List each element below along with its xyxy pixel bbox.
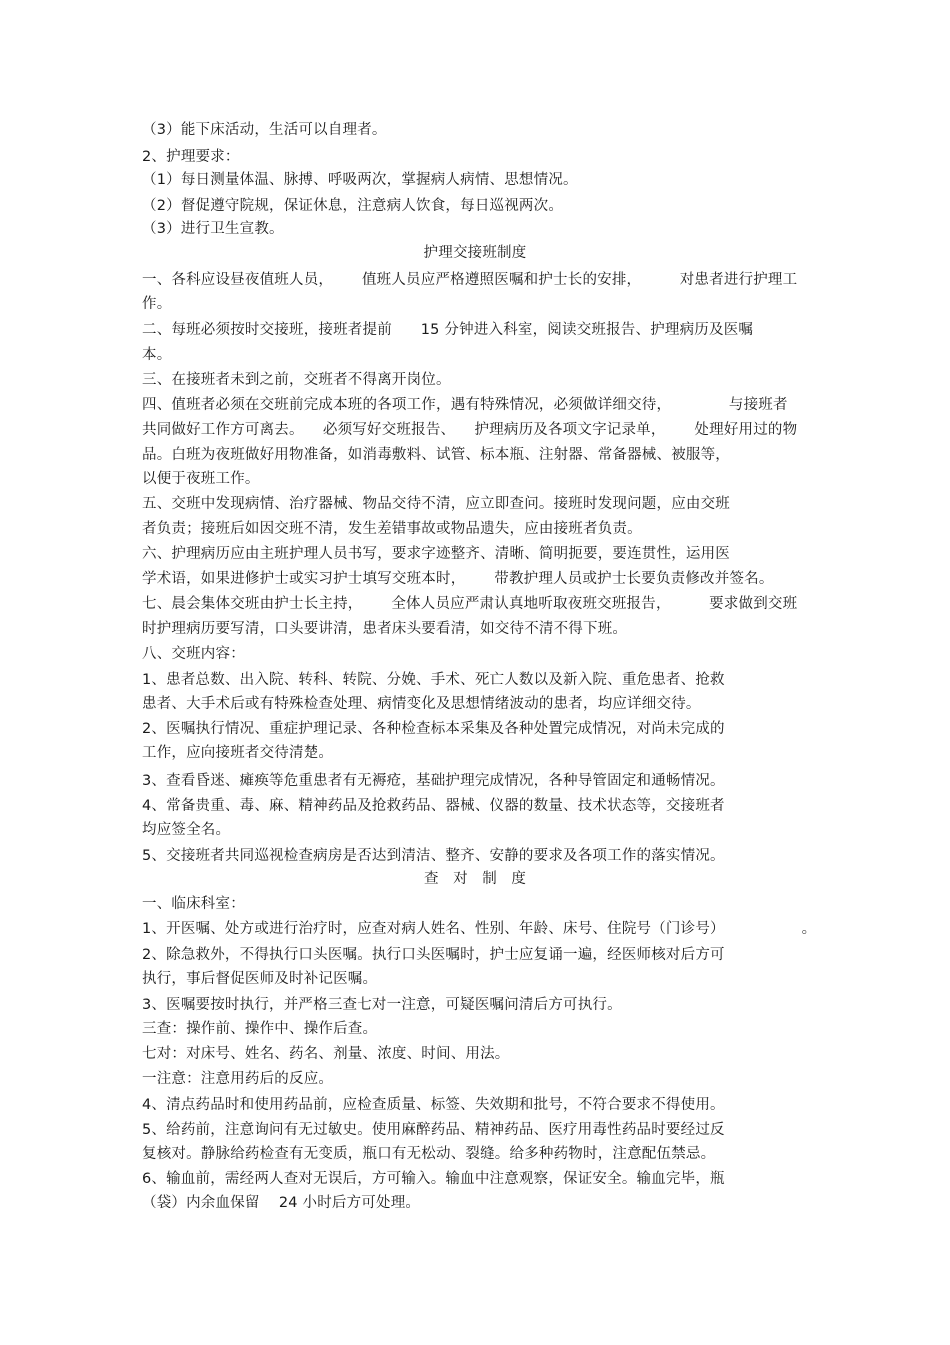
text-line: 六、护理病历应由主班护理人员书写，要求字迹整齐、清晰、简明扼要，要连贯性，运用医 [142,546,730,562]
text-line: 3、查看昏迷、瘫痪等危重患者有无褥疮，基础护理完成情况，各种导管固定和通畅情况。 [142,773,725,789]
text-line: 患者、大手术后或有特殊检查处理、病情变化及思想情绪波动的患者，均应详细交待。 [142,696,701,712]
text-line: 3、医嘱要按时执行，并严格三查七对一注意，可疑医嘱问清后方可执行。 [142,997,622,1013]
text-line: （3）进行卫生宣教。 [142,221,284,237]
text-line: 四、值班者必须在交班前完成本班的各项工作，遇有特殊情况，必须做详细交待， 与接班者 [142,397,788,413]
text-line: 二、每班必须按时交接班，接班者提前 15 分钟进入科室，阅读交班报告、护理病历及医嘱 [142,322,754,338]
text-line: 八、交班内容： [142,646,245,662]
text-line: 5、给药前，注意询问有无过敏史。使用麻醉药品、精神药品、医疗用毒性药品时要经过反 [142,1122,725,1138]
text-line: 学术语，如果进修护士或实习护士填写交班本时， 带教护理人员或护士长要负责修改并签名。 [142,571,774,587]
text-line: 2、除急救外，不得执行口头医嘱。执行口头医嘱时，护士应复诵一遍，经医师核对后方可 [142,947,725,963]
section-heading: 护理交接班制度 [423,245,527,261]
text-line: 6、输血前，需经两人查对无误后，方可输入。输血中注意观察，保证安全。输血完毕，瓶 [142,1171,725,1187]
text-line: （袋）内余血保留 24 小时后方可处理。 [142,1195,421,1211]
text-line: 一、各科应设昼夜值班人员， 值班人员应严格遵照医嘱和护士长的安排， 对患者进行护理工 [142,272,798,288]
text-line: 2、医嘱执行情况、重症护理记录、各种检查标本采集及各种处置完成情况，对尚未完成的 [142,721,725,737]
text-line: （1）每日测量体温、脉搏、呼吸两次，掌握病人病情、思想情况。 [142,172,578,188]
text-line: 工作，应向接班者交待清楚。 [142,745,334,761]
text-line: 复核对。静脉给药检查有无变质，瓶口有无松动、裂缝。给多种药物时，注意配伍禁忌。 [142,1146,716,1162]
text-line: 品。白班为夜班做好用物准备，如消毒敷料、试管、标本瓶、注射器、常备器械、被服等， [142,447,730,463]
text-line: 五、交班中发现病情、治疗器械、物品交待不清，应立即查问。接班时发现问题，应由交班 [142,496,730,512]
text-line: 者负责；接班后如因交班不清，发生差错事故或物品遗失，应由接班者负责。 [142,521,642,537]
section-heading: 查 对 制 度 [423,871,527,887]
text-line: （2）督促遵守院规，保证休息，注意病人饮食，每日巡视两次。 [142,198,564,214]
text-line: 七、晨会集体交班由护士长主持， 全体人员应严肃认真地听取夜班交班报告， 要求做到交班 [142,596,798,612]
text-line: （3）能下床活动，生活可以自理者。 [142,122,387,138]
text-line: 本。 [142,347,172,363]
text-line: 1、患者总数、出入院、转科、转院、分娩、手术、死亡人数以及新入院、重危患者、抢救 [142,672,725,688]
text-line: 均应签全名。 [142,822,231,838]
text-line: 一、临床科室： [142,896,245,912]
text-line: 执行，事后督促医师及时补记医嘱。 [142,971,378,987]
text-line: 时护理病历要写清，口头要讲清，患者床头要看清，如交待不清不得下班。 [142,621,628,637]
text-line: 4、常备贵重、毒、麻、精神药品及抢救药品、器械、仪器的数量、技术状态等，交接班者 [142,798,725,814]
text-line: 2、护理要求： [142,149,240,165]
text-line: 共同做好工作方可离去。 必须写好交班报告、 护理病历及各项文字记录单， 处理好用过的物 [142,422,798,438]
text-line: 5、交接班者共同巡视检查病房是否达到清洁、整齐、安静的要求及各项工作的落实情况。 [142,848,725,864]
text-line: 作。 [142,296,172,312]
text-line: 一注意：注意用药后的反应。 [142,1071,334,1087]
text-line: 以便于夜班工作。 [142,471,260,487]
text-line: 4、清点药品时和使用药品前，应检查质量、标签、失效期和批号，不符合要求不得使用。 [142,1097,725,1113]
text-line: 七对：对床号、姓名、药名、剂量、浓度、时间、用法。 [142,1046,510,1062]
text-line: 1、开医嘱、处方或进行治疗时，应查对病人姓名、性别、年龄、床号、住院号（门诊号） 。 [142,921,817,937]
text-line: 三查：操作前、操作中、操作后查。 [142,1021,378,1037]
text-line: 三、在接班者未到之前，交班者不得离开岗位。 [142,372,451,388]
